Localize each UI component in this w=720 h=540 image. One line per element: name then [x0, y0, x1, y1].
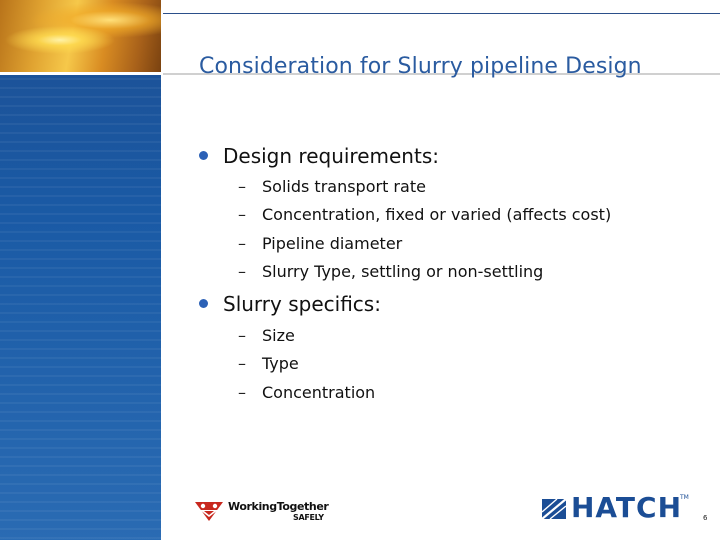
bullet-design-requirements — [199, 144, 439, 168]
list-item-text: Pipeline diameter — [262, 234, 403, 253]
working-together-text: WorkingTogether — [228, 500, 329, 513]
bullet-dot-icon — [199, 299, 208, 308]
dash-marker: – — [238, 234, 246, 253]
dash-marker: – — [238, 262, 246, 281]
flame-image — [0, 0, 161, 72]
page-number: 6 — [703, 514, 708, 522]
safely-text: SAFELY — [293, 513, 324, 522]
list-item-text: Type — [262, 354, 299, 373]
bullet-label: Design requirements: — [223, 144, 439, 168]
slide-title: Consideration for Slurry pipeline Design — [199, 54, 642, 79]
bullet-slurry-specifics — [199, 292, 381, 316]
hatch-wordmark: HATCH — [571, 491, 683, 524]
working-together-logo-icon — [194, 500, 224, 522]
band-stripes — [0, 78, 161, 540]
flame-divider — [0, 72, 161, 75]
dash-marker: – — [238, 326, 246, 345]
list-item-text: Concentration, fixed or varied (affects cost) — [262, 205, 612, 224]
list-item-text: Concentration — [262, 383, 376, 402]
dash-marker: – — [238, 205, 246, 224]
dash-marker: – — [238, 177, 246, 196]
bullet-label: Slurry specifics: — [223, 292, 381, 316]
left-blue-band — [0, 0, 161, 540]
top-rule — [163, 13, 720, 14]
hatch-logo-mark-icon — [540, 497, 568, 521]
list-item-text: Solids transport rate — [262, 177, 426, 196]
dash-marker: – — [238, 383, 246, 402]
list-item-text: Size — [262, 326, 295, 345]
trademark-symbol: TM — [680, 494, 689, 501]
dash-marker: – — [238, 354, 246, 373]
list-item-text: Slurry Type, settling or non-settling — [262, 262, 544, 281]
bullet-dot-icon — [199, 151, 208, 160]
